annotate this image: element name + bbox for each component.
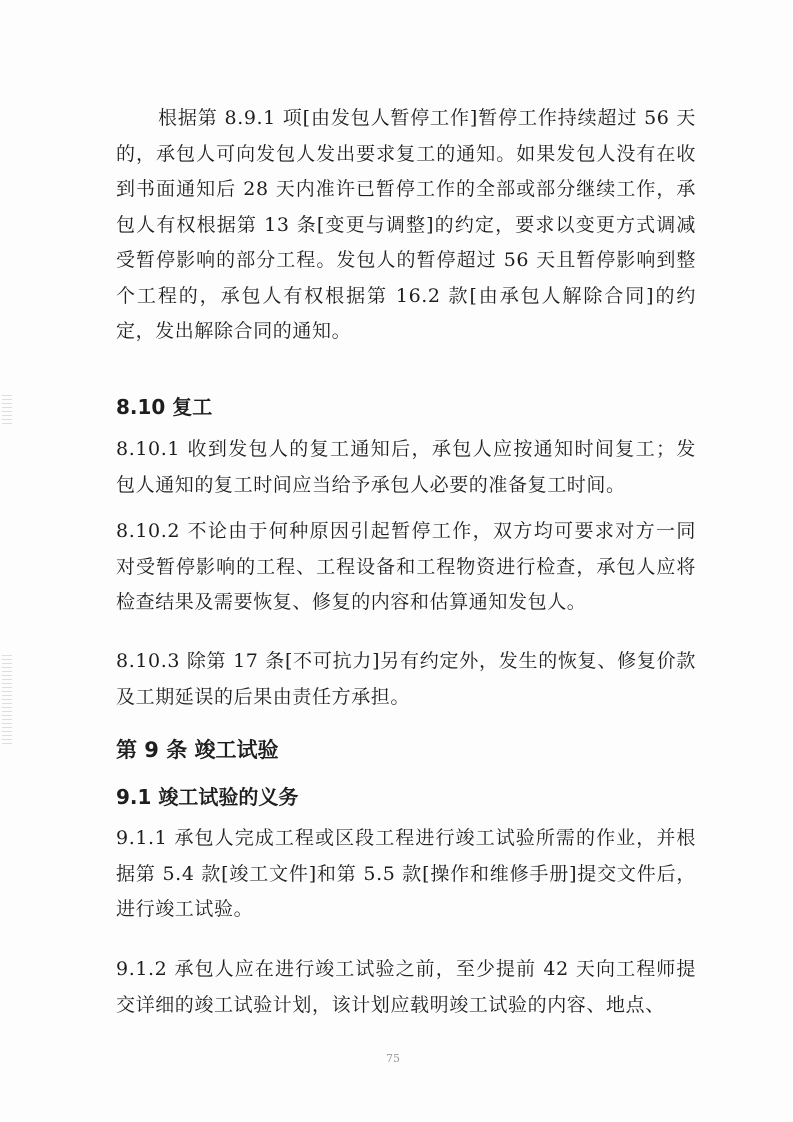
- page-number: 75: [386, 1052, 400, 1065]
- section-heading-8-10: 8.10 复工: [116, 395, 213, 419]
- clause-9-1-1: 9.1.1 承包人完成工程或区段工程进行竣工试验所需的作业，并根据第 5.4 款[竣工文件]和第 5.5 款[操作和维修手册]提交文件后，进行竣工试验。: [116, 827, 696, 920]
- clause-9-1-2: 9.1.2 承包人应在进行竣工试验之前，至少提前 42 天向工程师提交详细的竣工试验计划，该计划应载明竣工试验的内容、地点、: [116, 958, 696, 1016]
- clause-8-10-3: 8.10.3 除第 17 条[不可抗力]另有约定外，发生的恢复、修复价款及工期延误的后果由责任方承担。: [116, 650, 696, 708]
- scan-edge-mark: [2, 395, 12, 425]
- scan-edge-mark: [2, 655, 12, 745]
- clause-8-10-1: 8.10.1 收到发包人的复工通知后，承包人应按通知时间复工；发包人通知的复工时间应当给予承包人必要的准备复工时间。: [116, 438, 696, 496]
- paragraph-suspension-resume: 根据第 8.9.1 项[由发包人暂停工作]暂停工作持续超过 56 天的，承包人可向发包人发出要求复工的通知。如果发包人没有在收到书面通知后 28 天内准许已暂停工作的全部或部分继续工作，承包人有权根据第 13 条[变更与调整]的约定，要求以变更方式调减受暂停影响的部分工程。发包人的暂停超过 56 天且暂停影响到整个工程的，承包人有权根据第 16.2 款[由承包人解除合同]的约定，发出解除合同的通知。: [116, 107, 696, 342]
- article-heading-9: 第 9 条 竣工试验: [116, 738, 279, 762]
- section-heading-9-1: 9.1 竣工试验的义务: [116, 785, 299, 809]
- clause-8-10-2: 8.10.2 不论由于何种原因引起暂停工作，双方均可要求对方一同对受暂停影响的工程、工程设备和工程物资进行检查，承包人应将检查结果及需要恢复、修复的内容和估算通知发包人。: [116, 520, 696, 613]
